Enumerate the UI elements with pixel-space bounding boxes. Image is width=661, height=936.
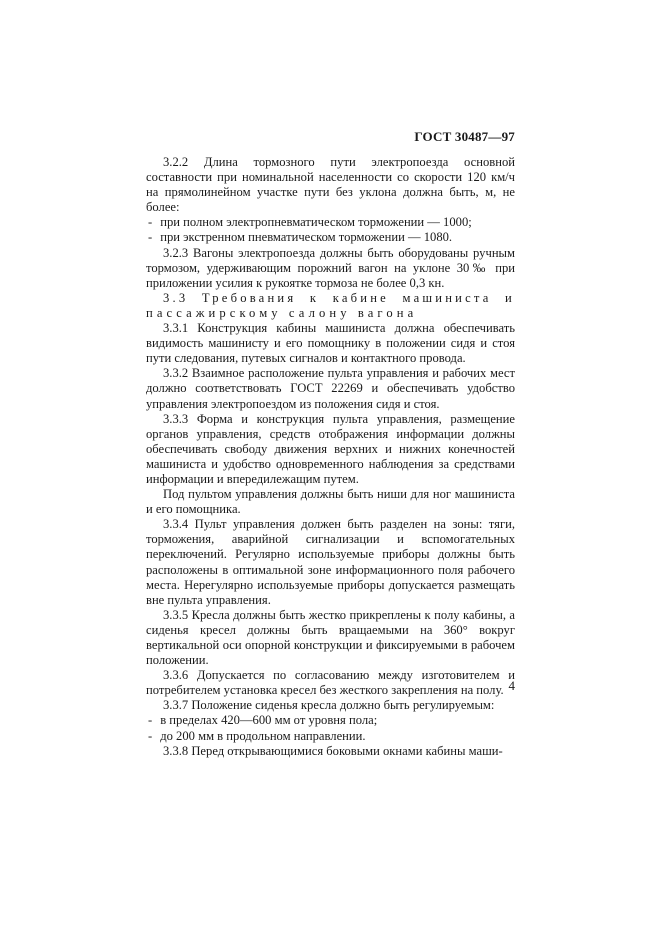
paragraph-3-2-2: 3.2.2 Длина тормозного пути электропоезда основной составности при номинальной населенности со скорости 120 км/ч на прямолинейном участке пути без уклона должна быть, м, не более: bbox=[146, 155, 515, 215]
paragraph-3-3-4: 3.3.4 Пульт управления должен быть разделен на зоны: тяги, торможения, аварийной сигнализации и вспомогательных переключений. Регулярно используемые приборы должны быть расположены в оптимальной зоне информационного поля рабочего места. Нерегулярно используемые приборы допускается размещать вне пульта управления. bbox=[146, 517, 515, 607]
paragraph-3-3-7: 3.3.7 Положение сиденья кресла должно быть регулируемым: bbox=[163, 698, 495, 713]
list-item bbox=[148, 713, 515, 728]
list-item-text: при полном электропневматическом торможении — 1000; bbox=[160, 215, 472, 230]
section-heading-3-3-continued: пассажирскому салону вагона bbox=[146, 305, 418, 320]
paragraph-3-3-3: 3.3.3 Форма и конструкция пульта управления, размещение органов управления, средств отображения информации должны обеспечивать свободу движения верхних и нижних конечностей машиниста и удобство одновременного наблюдения за средствами информации и впередилежащим путем. bbox=[146, 411, 515, 486]
list-item bbox=[148, 729, 515, 744]
paragraph-3-2-3: 3.2.3 Вагоны электропоезда должны быть оборудованы ручным тормозом, удерживающим порожний вагон на уклоне 30‰ при приложении усилия к рукоятке тормоза не более 0,3 кн. bbox=[146, 245, 515, 290]
paragraph-3-3-6: 3.3.6 Допускается по согласованию между изготовителем и потребителем установка кресел без жесткого закрепления на полу. bbox=[146, 668, 515, 698]
document-body bbox=[146, 155, 515, 759]
list-marker: - bbox=[148, 728, 153, 743]
list-marker: - bbox=[148, 713, 153, 728]
list-item-text: в пределах 420—600 мм от уровня пола; bbox=[160, 713, 378, 728]
list-marker: - bbox=[148, 230, 153, 245]
paragraph-3-3-1: 3.3.1 Конструкция кабины машиниста должна обеспечивать видимость машинисту и его помощнику в положении сидя и стоя пути следования, путевых сигналов и контактного провода. bbox=[146, 321, 515, 366]
doc-number-header: ГОСТ 30487—97 bbox=[414, 129, 515, 144]
list-item bbox=[148, 215, 515, 230]
list-marker: - bbox=[148, 215, 153, 230]
list-item-text: до 200 мм в продольном направлении. bbox=[160, 728, 366, 743]
paragraph-3-3-3-continued: Под пультом управления должны быть ниши для ног машиниста и его помощника. bbox=[146, 487, 515, 517]
paragraph-3-3-8: 3.3.8 Перед открывающимися боковыми окнами кабины маши- bbox=[163, 743, 503, 758]
section-heading-3-3: 3.3 Требования к кабине машиниста и bbox=[163, 290, 515, 305]
paragraph-3-3-5: 3.3.5 Кресла должны быть жестко прикреплены к полу кабины, а сиденья кресел должны быть вращаемыми на 360° вокруг вертикальной оси опорной конструкции и фиксируемыми в рабочем положении. bbox=[146, 607, 515, 668]
paragraph-3-3-2: 3.3.2 Взаимное расположение пульта управления и рабочих мест должно соответствовать ГОСТ 22269 и обеспечивать удобство управления электропоездом из положения сидя и стоя. bbox=[146, 366, 515, 411]
page-number: 4 bbox=[508, 678, 515, 693]
list-item bbox=[148, 230, 515, 245]
list-item-text: при экстренном пневматическом торможении — 1080. bbox=[160, 230, 453, 245]
